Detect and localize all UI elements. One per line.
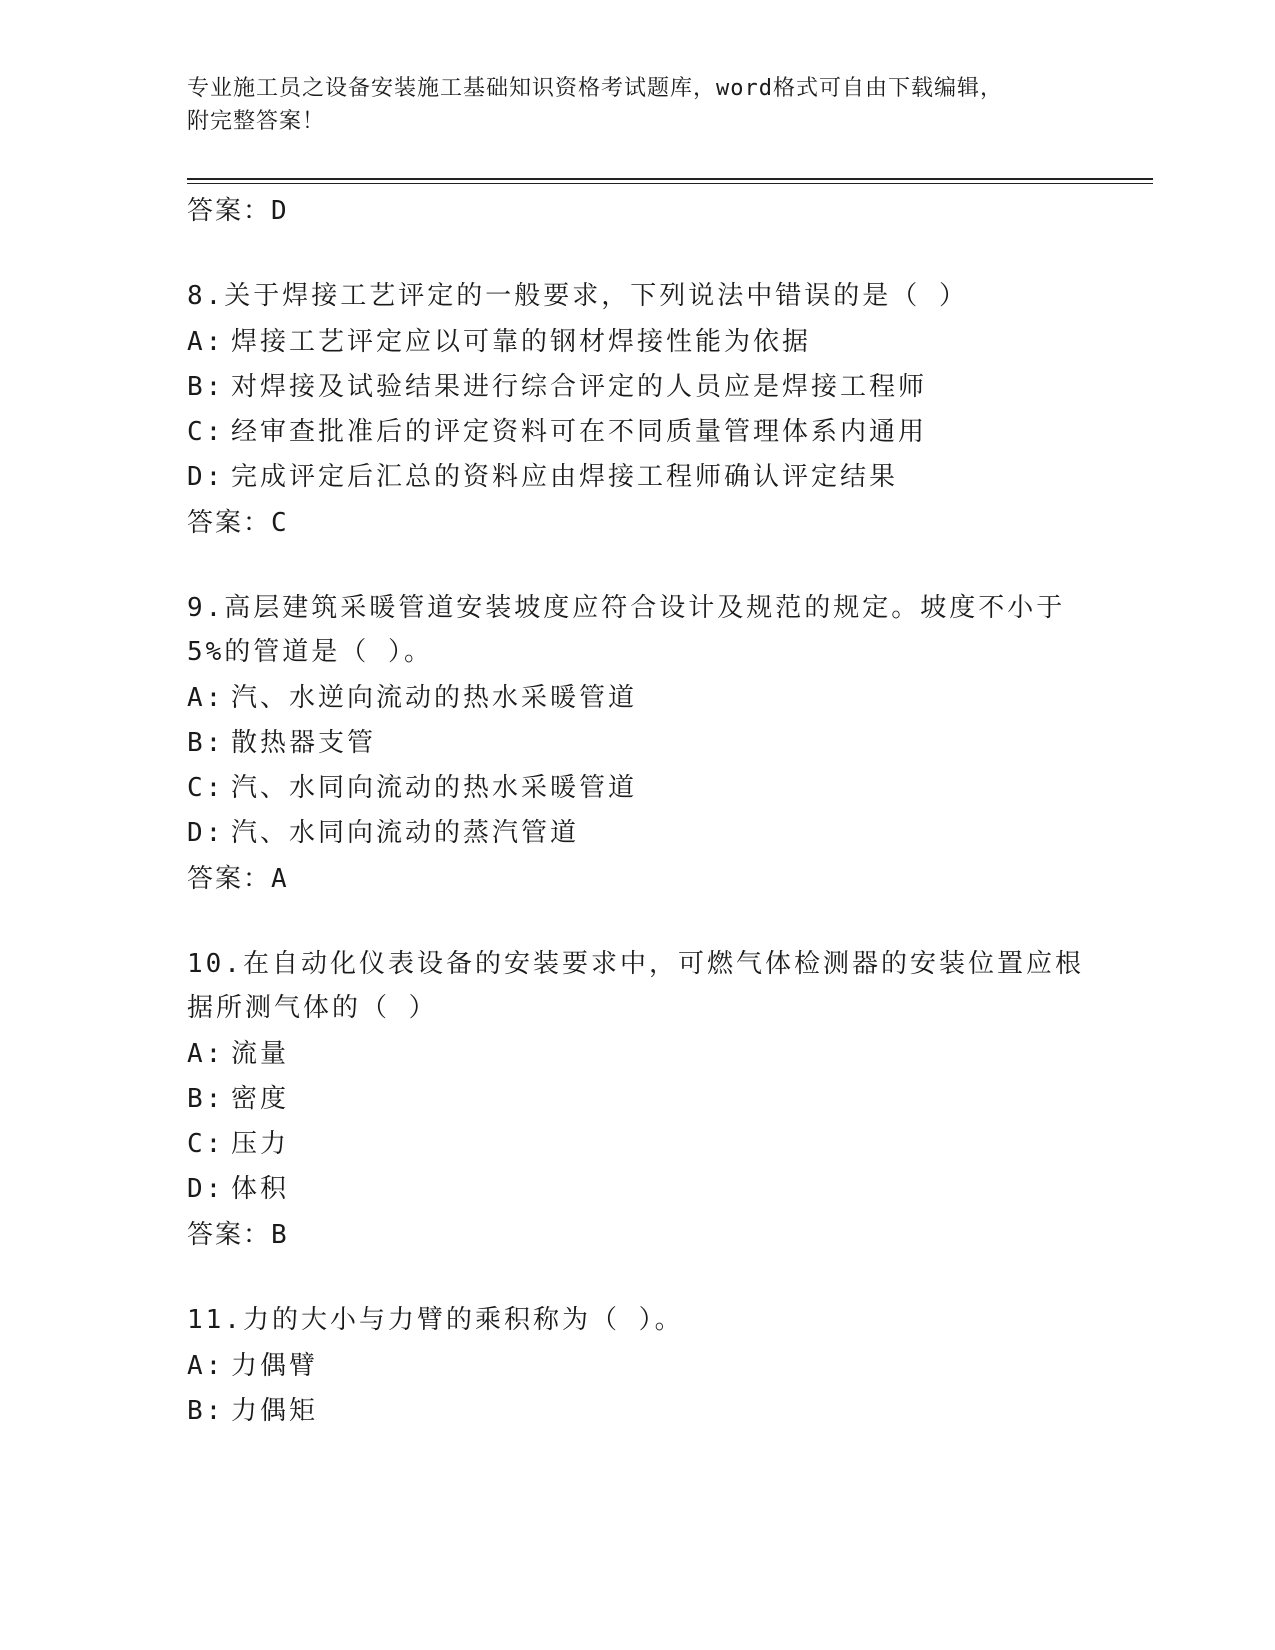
option-text: 体积 xyxy=(231,1174,290,1204)
option-key: B: xyxy=(187,728,225,758)
option-a xyxy=(187,1032,1087,1077)
option-c xyxy=(187,410,1087,455)
question-stem: 11.力的大小与力臂的乘积称为（ ）。 xyxy=(187,1305,684,1335)
option-text: 压力 xyxy=(231,1129,290,1159)
question-10 xyxy=(187,942,1087,1258)
header-divider-thin xyxy=(187,183,1153,184)
option-text: 汽、水逆向流动的热水采暖管道 xyxy=(231,683,638,713)
option-key: C: xyxy=(187,773,225,803)
option-key: A: xyxy=(187,683,225,713)
header-title-line-2: 附完整答案！ xyxy=(187,109,326,134)
option-b xyxy=(187,1389,1087,1434)
answer-label: 答案： xyxy=(187,1220,272,1250)
answer-value: C xyxy=(271,508,289,538)
question-11 xyxy=(187,1298,1087,1434)
option-key: C: xyxy=(187,417,225,447)
option-text: 完成评定后汇总的资料应由焊接工程师确认评定结果 xyxy=(231,462,899,492)
option-text: 汽、水同向流动的热水采暖管道 xyxy=(231,773,638,803)
option-text: 焊接工艺评定应以可靠的钢材焊接性能为依据 xyxy=(231,327,812,357)
option-a xyxy=(187,320,1087,365)
answer-value: D xyxy=(271,196,289,226)
previous-answer xyxy=(187,188,1087,234)
option-a xyxy=(187,1344,1087,1389)
document-header xyxy=(187,72,1087,138)
question-answer xyxy=(187,856,1087,902)
option-text: 经审查批准后的评定资料可在不同质量管理体系内通用 xyxy=(231,417,928,447)
option-key: B: xyxy=(187,1396,225,1426)
option-key: B: xyxy=(187,1084,225,1114)
document-body xyxy=(187,188,1087,1434)
option-key: B: xyxy=(187,372,225,402)
question-stem: 10.在自动化仪表设备的安装要求中，可燃气体检测器的安装位置应根据所测气体的（ ） xyxy=(187,949,1084,1023)
option-text: 散热器支管 xyxy=(231,728,377,758)
option-key: D: xyxy=(187,462,225,492)
option-c xyxy=(187,766,1087,811)
option-b xyxy=(187,721,1087,766)
option-text: 力偶臂 xyxy=(231,1351,319,1381)
answer-label: 答案： xyxy=(187,196,272,226)
option-c xyxy=(187,1122,1087,1167)
header-divider-thick xyxy=(187,178,1153,180)
question-9 xyxy=(187,586,1087,902)
option-text: 对焊接及试验结果进行综合评定的人员应是焊接工程师 xyxy=(231,372,928,402)
option-key: C: xyxy=(187,1129,225,1159)
answer-value: B xyxy=(271,1220,289,1250)
question-8 xyxy=(187,274,1087,546)
answer-value: A xyxy=(271,864,289,894)
option-text: 力偶矩 xyxy=(231,1396,319,1426)
question-stem: 8.关于焊接工艺评定的一般要求，下列说法中错误的是（ ） xyxy=(187,281,968,311)
question-answer xyxy=(187,1212,1087,1258)
option-d xyxy=(187,455,1087,500)
option-a xyxy=(187,676,1087,721)
question-stem: 9.高层建筑采暖管道安装坡度应符合设计及规范的规定。坡度不小于5%的管道是（ ）。 xyxy=(187,593,1066,667)
option-d xyxy=(187,1167,1087,1212)
option-key: D: xyxy=(187,1174,225,1204)
option-text: 密度 xyxy=(231,1084,290,1114)
option-b xyxy=(187,1077,1087,1122)
option-d xyxy=(187,811,1087,856)
option-text: 流量 xyxy=(231,1039,290,1069)
option-text: 汽、水同向流动的蒸汽管道 xyxy=(231,818,580,848)
answer-label: 答案： xyxy=(187,864,272,894)
option-key: A: xyxy=(187,327,225,357)
option-b xyxy=(187,365,1087,410)
option-key: D: xyxy=(187,818,225,848)
header-title-line-1: 专业施工员之设备安装施工基础知识资格考试题库，word格式可自由下载编辑， xyxy=(187,76,1003,101)
question-answer xyxy=(187,500,1087,546)
option-key: A: xyxy=(187,1039,225,1069)
answer-label: 答案： xyxy=(187,508,272,538)
option-key: A: xyxy=(187,1351,225,1381)
